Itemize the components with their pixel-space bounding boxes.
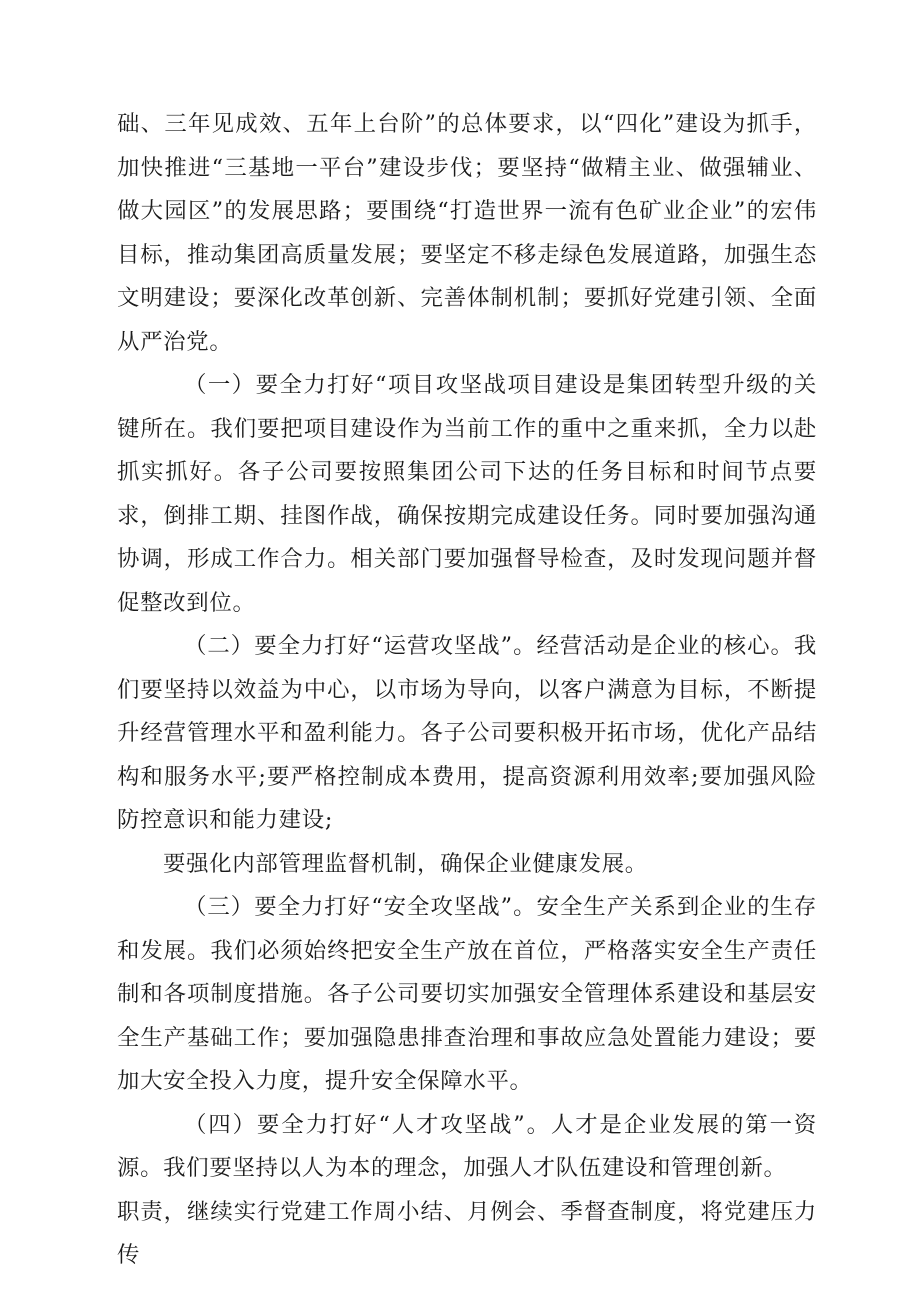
paragraph-trailing: 职责，继续实行党建工作周小结、月例会、季督查制度，将党建压力传: [117, 1198, 817, 1268]
paragraph-operation-battle: （二）要全力打好“运营攻坚战”。经营活动是企业的核心。我们要坚持以效益为中心，以市场为导向，以客户满意为目标，不断提升经营管理水平和盈利能力。各子公司要积极开拓市场，优化产品结构和服务水平;要严格控制成本费用，提高资源利用效率;要加强风险防控意识和能力建设;: [117, 633, 817, 833]
paragraph-operation-continued: 要强化内部管理监督机制，确保企业健康发展。: [163, 850, 648, 877]
paragraph-talent-battle: （四）要全力打好“人才攻坚战”。人才是企业发展的第一资源。我们要坚持以人为本的理念，加强人才队伍建设和管理创新。: [117, 1111, 817, 1181]
paragraph-project-battle: （一）要全力打好“项目攻坚战项目建设是集团转型升级的关键所在。我们要把项目建设作为当前工作的重中之重来抓，全力以赴抓实抓好。各子公司要按照集团公司下达的任务目标和时间节点要求，倒排工期、挂图作战，确保按期完成建设任务。同时要加强沟通协调，形成工作合力。相关部门要加强督导检查，及时发现问题并督促整改到位。: [117, 372, 817, 616]
document-body: [117, 103, 817, 1278]
paragraph-safety-battle: （三）要全力打好“安全攻坚战”。安全生产关系到企业的生存和发展。我们必须始终把安全生产放在首位，严格落实安全生产责任制和各项制度措施。各子公司要切实加强安全管理体系建设和基层安全生产基础工作；要加强隐患排查治理和事故应急处置能力建设；要加大安全投入力度，提升安全保障水平。: [117, 894, 817, 1094]
paragraph-intro: 础、三年见成效、五年上台阶”的总体要求，以“四化”建设为抓手，加快推进“三基地一平台”建设步伐；要坚持“做精主业、做强辅业、做大园区”的发展思路；要围绕“打造世界一流有色矿业企业”的宏伟目标，推动集团高质量发展；要坚定不移走绿色发展道路，加强生态文明建设；要深化改革创新、完善体制机制；要抓好党建引领、全面从严治党。: [117, 111, 817, 355]
